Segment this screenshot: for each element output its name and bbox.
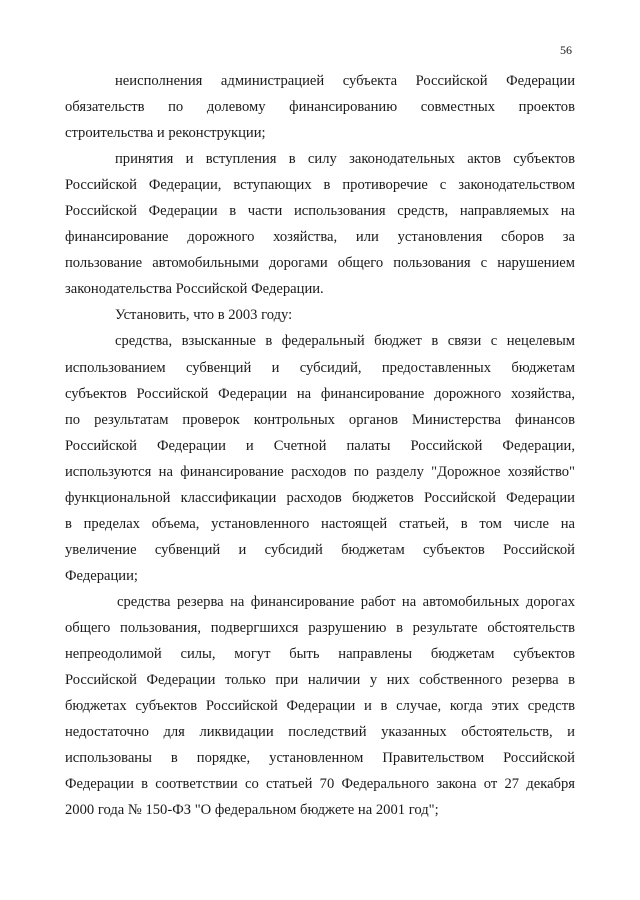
text-line: увеличение субвенций и субсидий бюджетам субъектов Российской (65, 541, 575, 558)
text-line: финансирование дорожного хозяйства, или установления сборов за (65, 229, 575, 246)
text-line: используются на финансирование расходов по разделу "Дорожное хозяйство" (65, 463, 575, 480)
text-line: принятия и вступления в силу законодательных актов субъектов (115, 151, 575, 168)
text-line: Российской Федерации только при наличии у них собственного резерва в (65, 672, 575, 689)
text-line: Федерации в соответствии со статьей 70 Федерального закона от 27 декабря (65, 776, 575, 793)
text-line: субъектов Российской Федерации на финансирование дорожного хозяйства, (65, 385, 575, 402)
text-line: законодательства Российской Федерации. (65, 281, 324, 298)
text-line: средства резерва на финансирование работ на автомобильных дорогах (117, 593, 575, 610)
text-line: Установить, что в 2003 году: (115, 307, 293, 324)
page-number: 56 (560, 43, 572, 57)
document-body (65, 68, 575, 823)
text-line: бюджетах субъектов Российской Федерации и в случае, когда этих средств (65, 698, 575, 715)
text-line: Российской Федерации, вступающих в противоречие с законодательством (65, 177, 575, 194)
text-line: функциональной классификации расходов бюджетов Российской Федерации (65, 489, 575, 506)
text-line: пользование автомобильными дорогами общего пользования с нарушением (65, 255, 575, 272)
text-line: 2000 года № 150-ФЗ "О федеральном бюджете на 2001 год"; (65, 802, 439, 819)
text-line: Федерации; (65, 567, 138, 584)
text-line: непреодолимой силы, могут быть направлены бюджетам субъектов (65, 646, 575, 663)
text-line: использованы в порядке, установленном Правительством Российской (65, 750, 575, 767)
text-line: неисполнения администрацией субъекта Российской Федерации (115, 73, 575, 89)
text-line: средства, взысканные в федеральный бюджет в связи с нецелевым (115, 333, 575, 350)
text-line: общего пользования, подвергшихся разрушению в результате обстоятельств (65, 619, 575, 636)
text-line: строительства и реконструкции; (65, 125, 266, 142)
text-line: Российской Федерации в части использования средств, направляемых на (65, 203, 575, 220)
text-line: обязательств по долевому финансированию совместных проектов (65, 99, 575, 116)
text-line: Российской Федерации и Счетной палаты Российской Федерации, (65, 437, 575, 454)
text-line: недостаточно для ликвидации последствий указанных обстоятельств, и (65, 724, 575, 741)
text-line: использованием субвенций и субсидий, предоставленных бюджетам (65, 359, 575, 376)
text-line: в пределах объема, установленного настоящей статьей, в том числе на (65, 515, 575, 532)
text-line: по результатам проверок контрольных органов Министерства финансов (65, 411, 575, 428)
